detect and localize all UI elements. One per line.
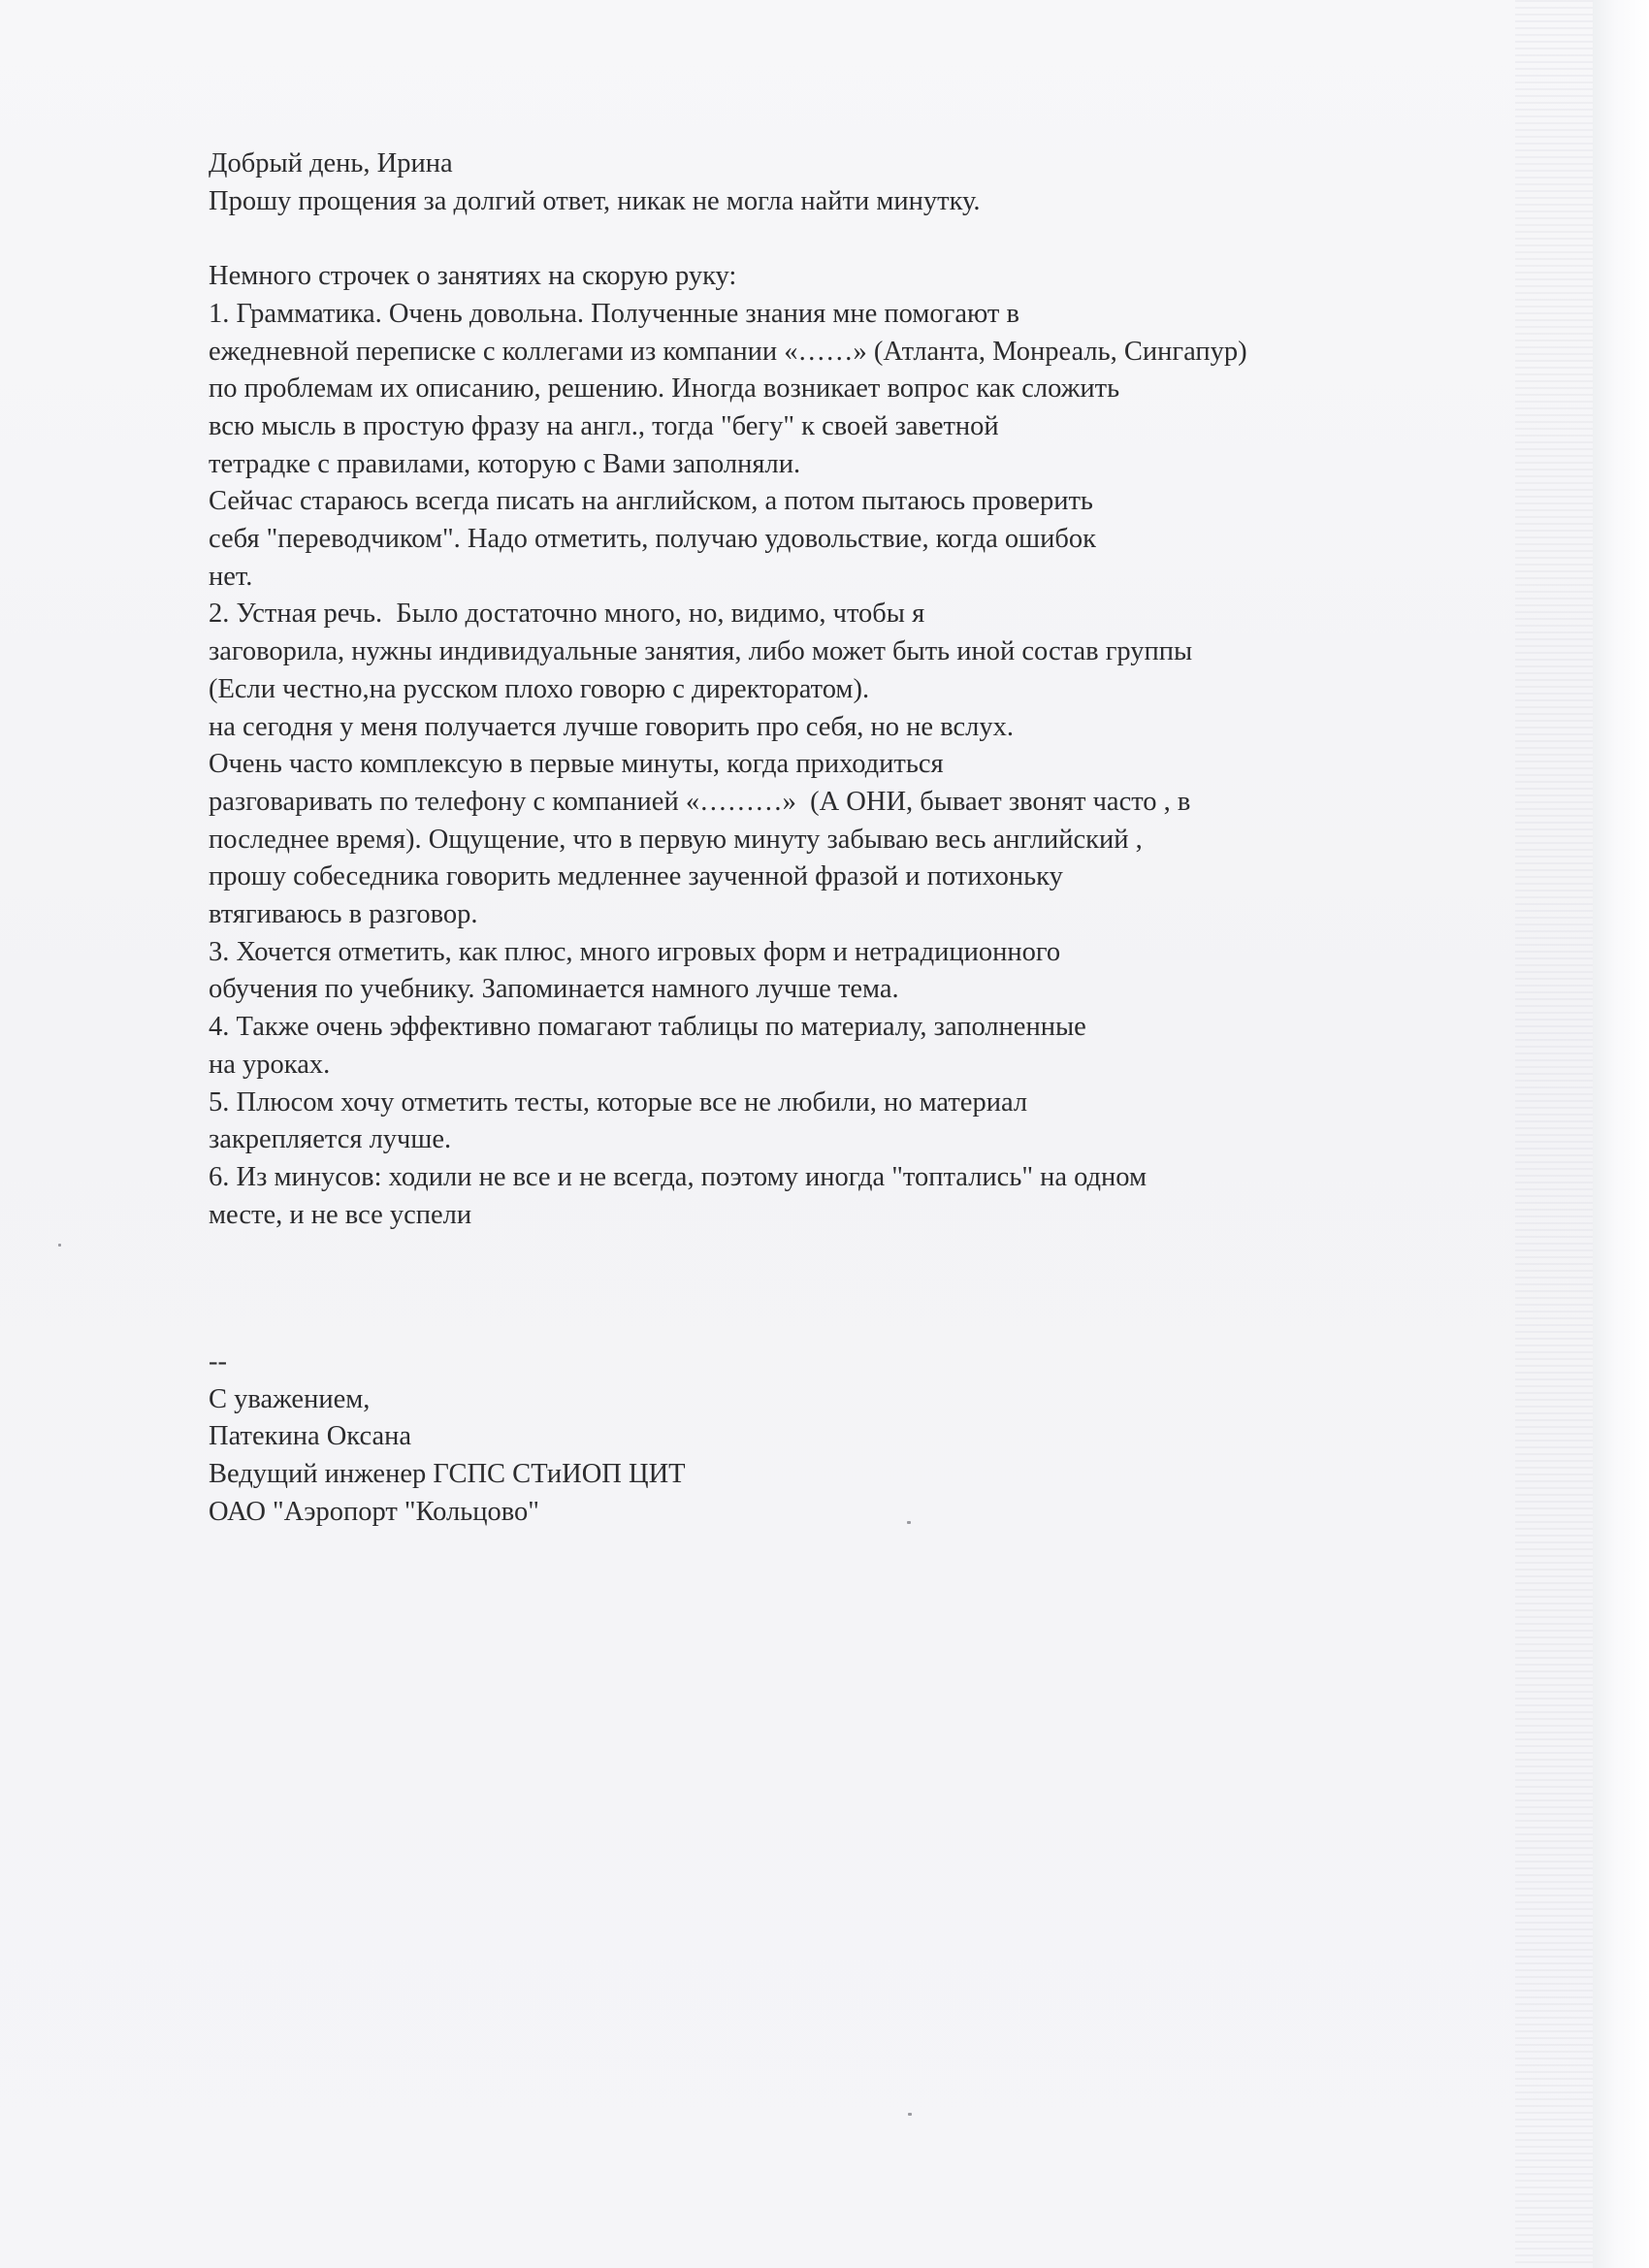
signature-position: Ведущий инженер ГСПС СТиИОП ЦИТ — [209, 1459, 686, 1490]
letter-line: прошу собеседника говорить медленнее заученной фразой и потихоньку — [209, 861, 1063, 892]
letter-line: 4. Также очень эффективно помагают таблицы по материалу, заполненные — [209, 1012, 1086, 1043]
signature-closing: С уважением, — [209, 1383, 371, 1414]
scan-speck — [908, 2113, 912, 2116]
letter-line: последнее время). Ощущение, что в первую минуту забываю весь английский , — [209, 824, 1143, 855]
letter-line: втягиваюсь в разговор. — [209, 899, 478, 930]
letter-line: обучения по учебнику. Запоминается намного лучше тема. — [209, 974, 899, 1005]
signature-name: Патекина Оксана — [209, 1421, 411, 1452]
letter-line: Очень часто комплексую в первые минуты, когда приходиться — [209, 749, 944, 780]
scan-speck — [58, 1244, 61, 1247]
letter-line: разговаривать по телефону с компанией «………» (А ОНИ, бывает звонят часто , в — [209, 786, 1191, 817]
letter-line: 1. Грамматика. Очень довольна. Полученные знания мне помогают в — [209, 298, 1019, 329]
letter-line: 3. Хочется отметить, как плюс, много игровых форм и нетрадиционного — [209, 936, 1061, 967]
blank-line — [209, 220, 1470, 258]
apology: Прошу прощения за долгий ответ, никак не могла найти минутку. — [209, 185, 981, 216]
letter-line: 2. Устная речь. Было достаточно много, но, видимо, чтобы я — [209, 599, 925, 630]
letter-line: Сейчас стараюсь всегда писать на английском, а потом пытаюсь проверить — [209, 486, 1093, 517]
intro: Немного строчек о занятиях на скорую руку: — [209, 261, 737, 292]
scan-edge — [1593, 0, 1649, 2268]
letter-line: закрепляется лучше. — [209, 1124, 452, 1155]
signature-block — [209, 1344, 1179, 1532]
letter-line: 5. Плюсом хочу отметить тесты, которые все не любили, но материал — [209, 1086, 1028, 1118]
letter-line: на сегодня у меня получается лучше говорить про себя, но не вслух. — [209, 711, 1014, 742]
letter-line: на уроках. — [209, 1049, 331, 1080]
scan-streak — [1515, 0, 1593, 2268]
letter-line: по проблемам их описанию, решению. Иногда возникает вопрос как сложить — [209, 373, 1120, 405]
greeting: Добрый день, Ирина — [209, 148, 453, 178]
letter-line: тетрадке с правилами, которую с Вами заполняли. — [209, 448, 801, 479]
letter-line: нет. — [209, 561, 253, 592]
letter-line: месте, и не все успели — [209, 1199, 472, 1230]
letter-line: (Если честно,на русском плохо говорю с директоратом). — [209, 673, 870, 704]
letter-line: 6. Из минусов: ходили не все и не всегда, поэтому иногда "топтались" на одном — [209, 1161, 1148, 1192]
scan-speck — [907, 1521, 911, 1524]
letter-line: ежедневной переписке с коллегами из компании «……» (Атланта, Монреаль, Сингапур) — [209, 336, 1247, 367]
letter-line: себя "переводчиком". Надо отметить, получаю удовольствие, когда ошибок — [209, 524, 1096, 555]
letter-line: всю мысль в простую фразу на англ., тогда "бегу" к своей заветной — [209, 410, 999, 441]
letter-line: заговорила, нужны индивидуальные занятия, либо может быть иной состав группы — [209, 636, 1193, 667]
signature-separator: -- — [209, 1346, 227, 1377]
signature-company: ОАО "Аэропорт "Кольцово" — [209, 1496, 539, 1527]
letter-body — [209, 146, 1470, 1234]
